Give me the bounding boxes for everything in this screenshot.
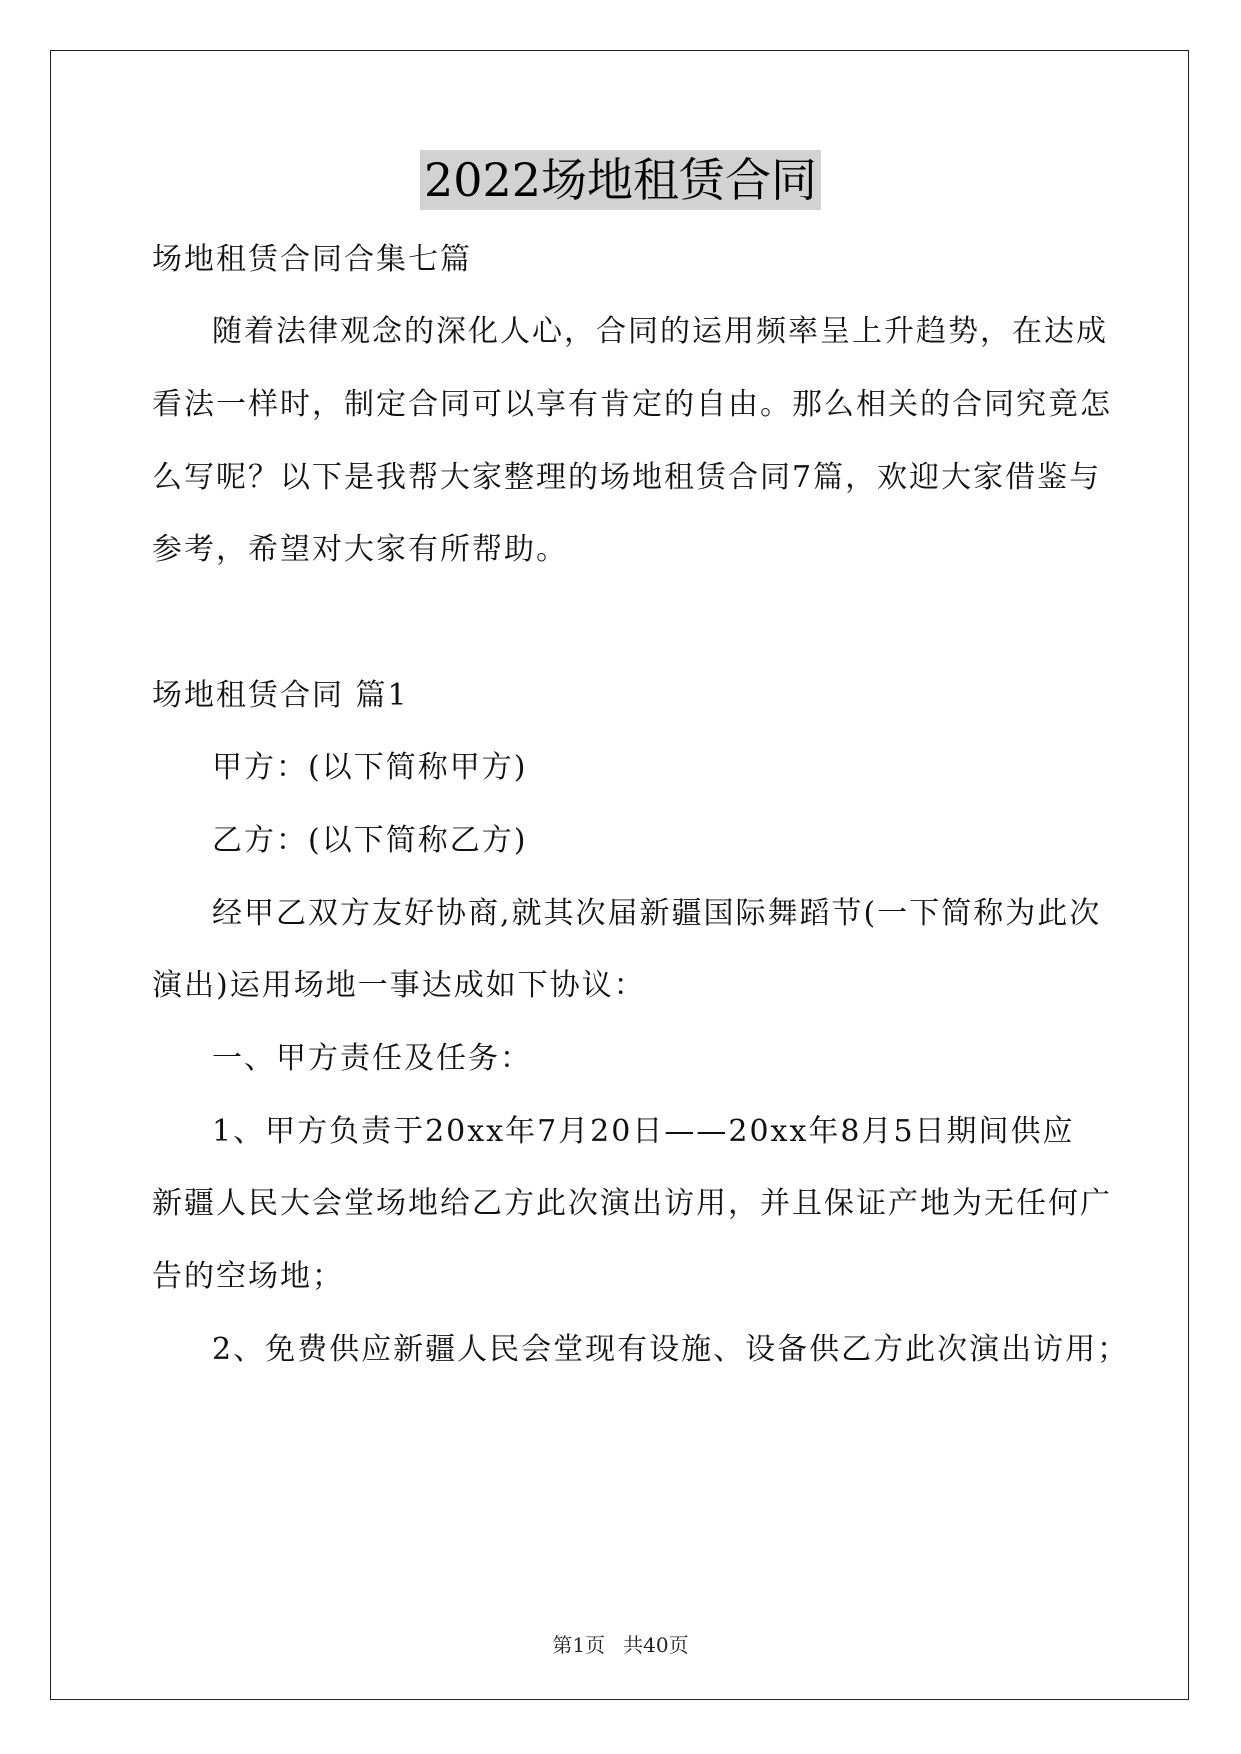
- clause-line: 2、免费供应新疆人民会堂现有设施、设备供乙方此次演出访用；: [212, 1332, 1130, 1367]
- page-number: 第1页: [552, 1633, 606, 1657]
- paragraph-line: 看法一样时，制定合同可以享有肯定的自由。那么相关的合同究竟怎: [152, 387, 1112, 422]
- page-border: [50, 50, 1189, 1700]
- page-footer: [0, 1632, 1241, 1658]
- title-container: [0, 150, 1241, 210]
- section-heading: 场地租赁合同 篇1: [152, 678, 409, 713]
- subtitle: 场地租赁合同合集七篇: [152, 242, 472, 277]
- clause-line: 1、甲方负责于20xx年7月20日——20xx年8月5日期间供应: [212, 1114, 1075, 1149]
- paragraph-line: 么写呢？以下是我帮大家整理的场地租赁合同7篇，欢迎大家借鉴与: [152, 460, 1102, 495]
- clause-heading: 一、甲方责任及任务：: [212, 1041, 532, 1076]
- paragraph-line: 随着法律观念的深化人心，合同的运用频率呈上升趋势，在达成: [212, 314, 1108, 349]
- document-title: 2022场地租赁合同: [420, 150, 821, 210]
- paragraph-line: 经甲乙双方友好协商,就其次届新疆国际舞蹈节(一下简称为此次: [212, 896, 1102, 931]
- page-total: 共40页: [623, 1633, 689, 1657]
- party-b-line: 乙方：(以下简称乙方): [212, 823, 528, 858]
- clause-line: 新疆人民大会堂场地给乙方此次演出访用，并且保证产地为无任何广: [152, 1186, 1112, 1221]
- paragraph-line: 参考，希望对大家有所帮助。: [152, 532, 568, 567]
- party-a-line: 甲方：(以下简称甲方): [212, 750, 528, 785]
- paragraph-line: 演出)运用场地一事达成如下协议：: [152, 968, 646, 1003]
- clause-line: 告的空场地；: [152, 1259, 344, 1294]
